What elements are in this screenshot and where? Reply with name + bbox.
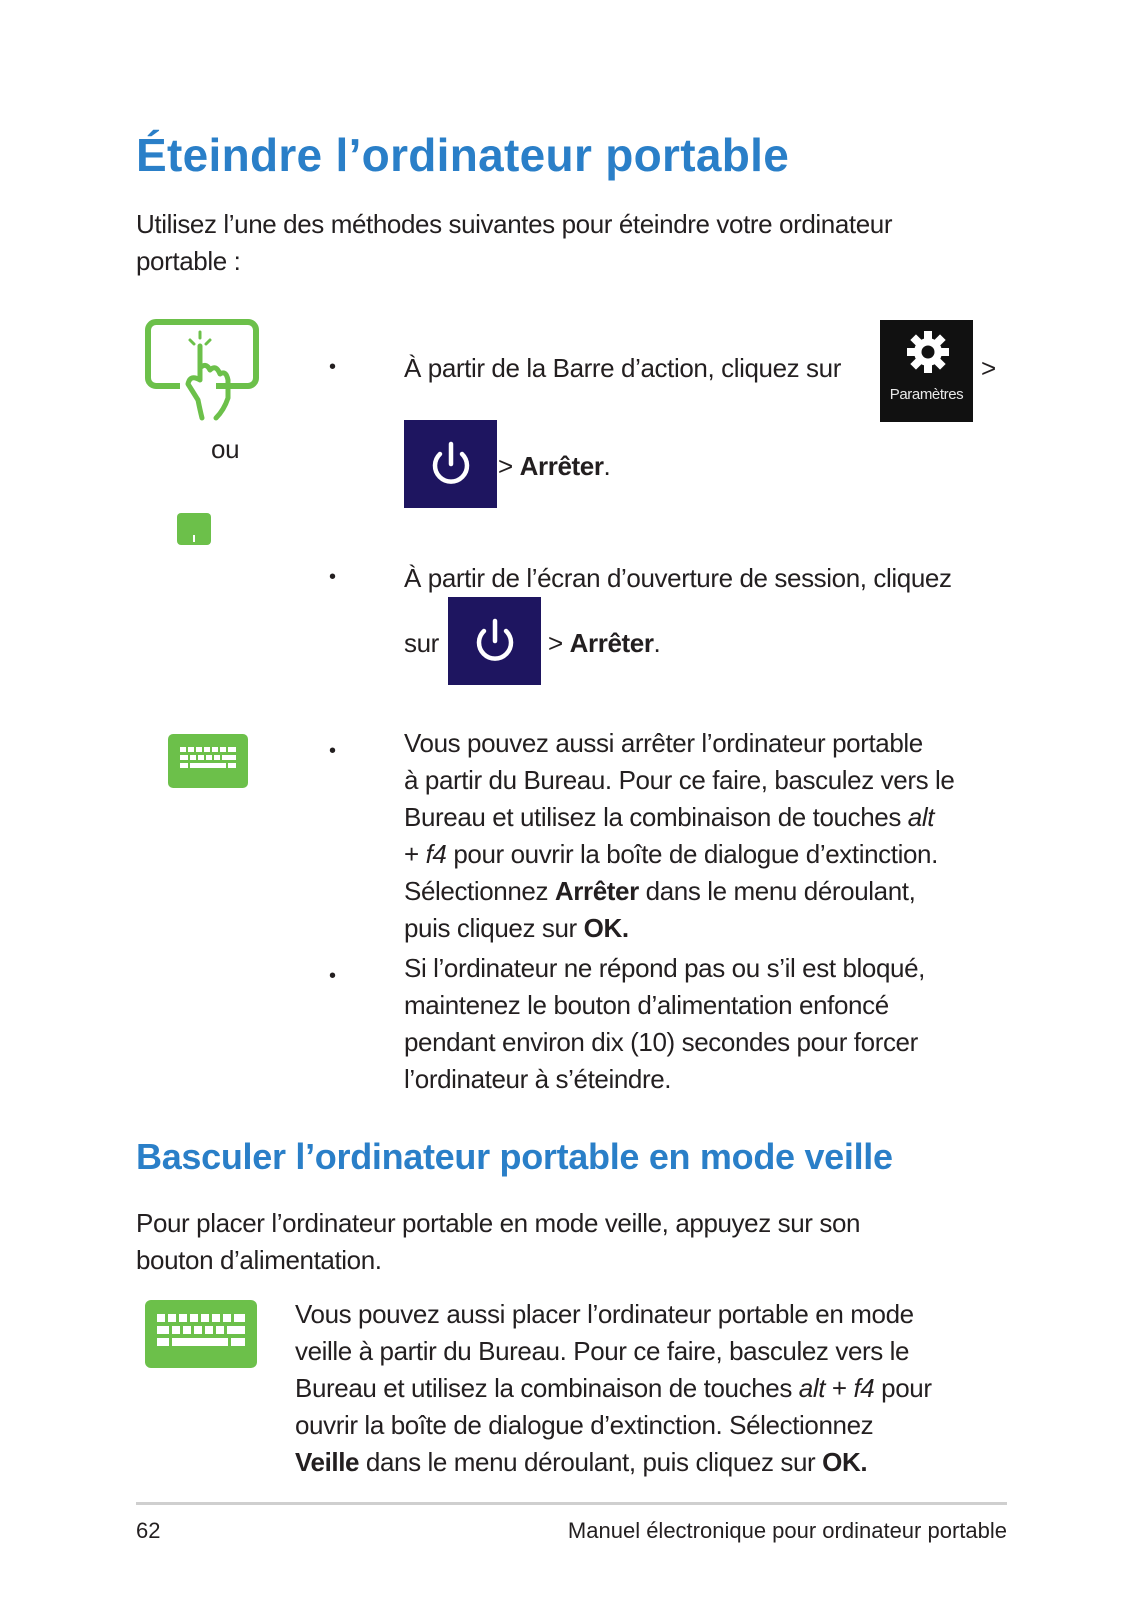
page-number: 62: [136, 1518, 161, 1543]
text-line: [404, 799, 954, 836]
touchpad-icon: [177, 513, 211, 545]
settings-tile: [880, 320, 973, 422]
action-arreter: Arrêter: [569, 628, 654, 658]
page-title: Éteindre l’ordinateur portable: [136, 129, 790, 181]
text-line: [404, 873, 954, 910]
bullet-marker: •: [329, 356, 337, 378]
power-tile: [404, 420, 497, 508]
bullet-marker: •: [329, 566, 337, 588]
bullet3-paragraph: [404, 725, 954, 947]
text-line: maintenez le bouton d’alimentation enfoncé: [404, 990, 889, 1020]
text-fragment: dans le menu déroulant, puis cliquez sur: [359, 1447, 823, 1477]
text-line: Vous pouvez aussi placer l’ordinateur portable en mode: [295, 1299, 914, 1329]
separator: >: [498, 451, 513, 481]
keyboard-icon: [168, 734, 248, 788]
text-line: Vous pouvez aussi arrêter l’ordinateur portable: [404, 728, 923, 758]
bullet2-line: À partir de l’écran d’ouverture de session, cliquez: [404, 563, 952, 593]
text-line: pendant environ dix (10) secondes pour forcer: [404, 1027, 918, 1057]
intro-line: portable :: [136, 246, 241, 276]
separator: >: [981, 353, 996, 383]
text-fragment: Bureau et utilisez la combinaison de touches: [404, 802, 908, 832]
text-line: Pour placer l’ordinateur portable en mode veille, appuyez sur son: [136, 1208, 861, 1238]
text-fragment: puis cliquez sur: [404, 913, 584, 943]
key-alt: alt: [907, 802, 935, 832]
ok-label: OK.: [822, 1447, 868, 1477]
text-fragment: dans le menu déroulant,: [638, 876, 916, 906]
key-f4: f4: [853, 1373, 875, 1403]
punctuation: .: [603, 451, 611, 481]
text-fragment: pour ouvrir la boîte de dialogue d’extinction.: [446, 839, 938, 869]
plus-sign: +: [404, 839, 426, 869]
text-line: [295, 1370, 932, 1407]
text-line: Si l’ordinateur ne répond pas ou s’il est bloqué,: [404, 953, 925, 983]
intro-paragraph: [136, 206, 892, 280]
text-line: l’ordinateur à s’éteindre.: [404, 1064, 672, 1094]
power-icon: [473, 617, 517, 665]
plus-sign: +: [825, 1373, 854, 1403]
text-fragment: Bureau et utilisez la combinaison de touches: [295, 1373, 799, 1403]
bullet1-action-line: [498, 448, 610, 485]
text-line: à partir du Bureau. Pour ce faire, basculez vers le: [404, 765, 955, 795]
key-alt: alt: [798, 1373, 826, 1403]
text-line: bouton d’alimentation.: [136, 1245, 382, 1275]
bullet1-text: À partir de la Barre d’action, cliquez sur: [404, 353, 841, 383]
bullet-marker: •: [329, 965, 337, 987]
action-arreter: Arrêter: [519, 451, 604, 481]
touchscreen-tap-icon: [144, 318, 262, 422]
intro-line: Utilisez l’une des méthodes suivantes pour éteindre votre ordinateur: [136, 209, 893, 239]
separator: >: [548, 628, 563, 658]
text-fragment: pour: [874, 1373, 932, 1403]
manual-title: Manuel électronique pour ordinateur portable: [567, 1518, 1007, 1543]
key-f4: f4: [425, 839, 447, 869]
action-veille: Veille: [295, 1447, 360, 1477]
sleep-intro-paragraph: [136, 1205, 860, 1279]
text-line: [404, 910, 954, 947]
gear-icon: [906, 330, 950, 374]
sleep-note-paragraph: [295, 1296, 932, 1481]
bullet2-prefix: sur: [404, 628, 439, 658]
punctuation: .: [653, 628, 661, 658]
text-line: [295, 1444, 932, 1481]
action-arreter: Arrêter: [554, 876, 639, 906]
text-line: ouvrir la boîte de dialogue d’extinction. Sélectionnez: [295, 1410, 874, 1440]
footer-divider: [136, 1502, 1007, 1505]
text-fragment: Sélectionnez: [404, 876, 555, 906]
power-icon: [429, 440, 473, 488]
bullet-marker: •: [329, 740, 337, 762]
ok-label: OK.: [583, 913, 629, 943]
power-tile: [448, 597, 541, 685]
bullet4-paragraph: [404, 950, 925, 1098]
settings-tile-label: Paramètres: [889, 386, 964, 403]
or-label: ou: [211, 434, 240, 464]
text-line: [404, 836, 954, 873]
keyboard-icon: [145, 1300, 257, 1368]
text-line: veille à partir du Bureau. Pour ce faire, basculez vers le: [295, 1336, 910, 1366]
bullet2-action-line: [548, 625, 660, 662]
section-heading: Basculer l’ordinateur portable en mode veille: [136, 1136, 893, 1177]
